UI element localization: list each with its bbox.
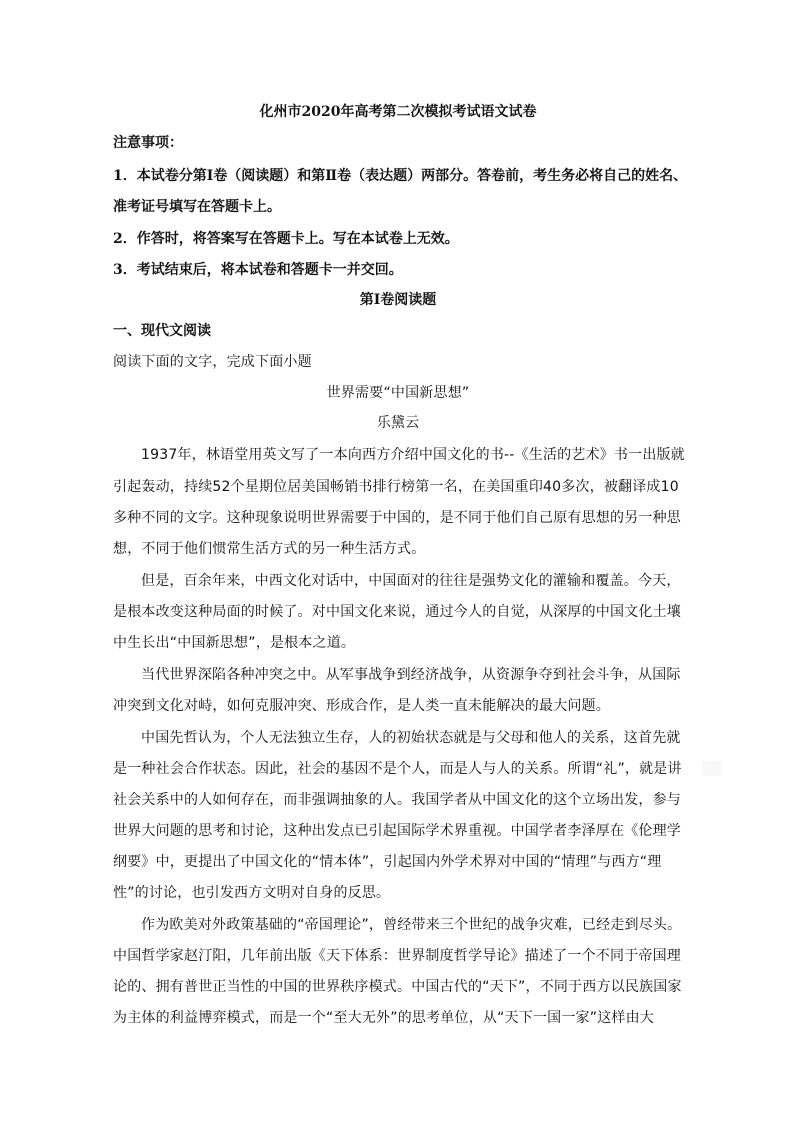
article-line-6: 是根本改变这种局面的时候了。对中国文化来说，通过今人的自觉，从深厚的中国文化土壤 [113,604,681,620]
article-line-16: 作为欧美对外政策基础的“帝国理论”，曾经带来三个世纪的战争灾难，已经走到尽头。 [141,917,682,933]
article-line-14: 纲要》中，更提出了中国文化的“情本体”，引起国内外学术界对中国的“情理”与西方“理 [113,854,662,870]
notice-item-3: 3．考试结束后，将本试卷和答题卡一并交回。 [113,262,403,278]
section-heading: 一、现代文阅读 [113,323,211,339]
article-line-15: 性”的讨论，也引发西方文明对自身的反思。 [113,885,391,901]
notice-item-1-continued: 准考证号填写在答题卡上。 [113,199,281,215]
article-line-3: 多种不同的文字。这种现象说明世界需要于中国的，是不同于他们自己原有思想的另一种思 [113,510,681,526]
article-line-4: 想，不同于他们惯常生活方式的另一种生活方式。 [113,541,426,557]
article-line-7: 中生长出“中国新思想”，是根本之道。 [113,635,356,651]
article-line-19: 为主体的利益博弈模式，而是一个“至大无外”的思考单位，从“天下一国一家”这样由大 [113,1010,655,1026]
article-line-5: 但是，百余年来，中西文化对话中，中国面对的往往是强势文化的灌输和覆盖。今天， [141,573,681,589]
article-line-9: 冲突到文化对峙，如何克服冲突、形成合作，是人类一直未能解决的最大问题。 [113,698,610,714]
article-line-1: 1937年，林语堂用英文写了一本向西方介绍中国文化的书--《生活的艺术》书一出版就 [141,447,685,463]
part-heading: 第Ⅰ卷阅读题 [359,292,437,308]
article-line-17: 中国哲学家赵汀阳，几年前出版《天下体系：世界制度哲学导论》描述了一个不同于帝国理 [113,948,681,964]
notice-heading: 注意事项： [113,135,183,151]
faint-watermark: ▒▒ [702,762,722,777]
article-line-18: 论的、拥有普世正当性的中国的世界秩序模式。中国古代的“天下”，不同于西方以民族国家 [113,979,682,995]
article-line-8: 当代世界深陷各种冲突之中。从军事战争到经济战争，从资源争夺到社会斗争，从国际 [141,667,681,683]
notice-item-1: 1．本试卷分第Ⅰ卷（阅读题）和第Ⅱ卷（表达题）两部分。答卷前，考生务必将自己的姓名、 [113,168,688,184]
article-line-12: 社会关系中的人如何存在，而非强调抽象的人。我国学者从中国文化的这个立场出发，参与 [113,792,681,808]
article-line-11: 是一种社会合作状态。因此，社会的基因不是个人，而是人与人的关系。所谓“礼”，就是讲 [113,761,682,777]
exam-title: 化州市2020年高考第二次模拟考试语文试卷 [259,104,537,120]
article-line-13: 世界大问题的思考和讨论，这种出发点已引起国际学术界重视。中国学者李泽厚在《伦理学 [113,823,681,839]
article-line-10: 中国先哲认为，个人无法独立生存，人的初始状态就是与父母和他人的关系，这首先就 [141,730,681,746]
reading-instruction: 阅读下面的文字，完成下面小题 [113,354,312,370]
article-line-2: 引起轰动，持续52个星期位居美国畅销书排行榜第一名，在美国重印40多次，被翻译成10 [113,479,679,495]
article-author: 乐黛云 [376,415,420,431]
notice-item-2: 2．作答时，将答案写在答题卡上。写在本试卷上无效。 [113,231,459,247]
article-title: 世界需要“中国新思想” [326,385,470,401]
